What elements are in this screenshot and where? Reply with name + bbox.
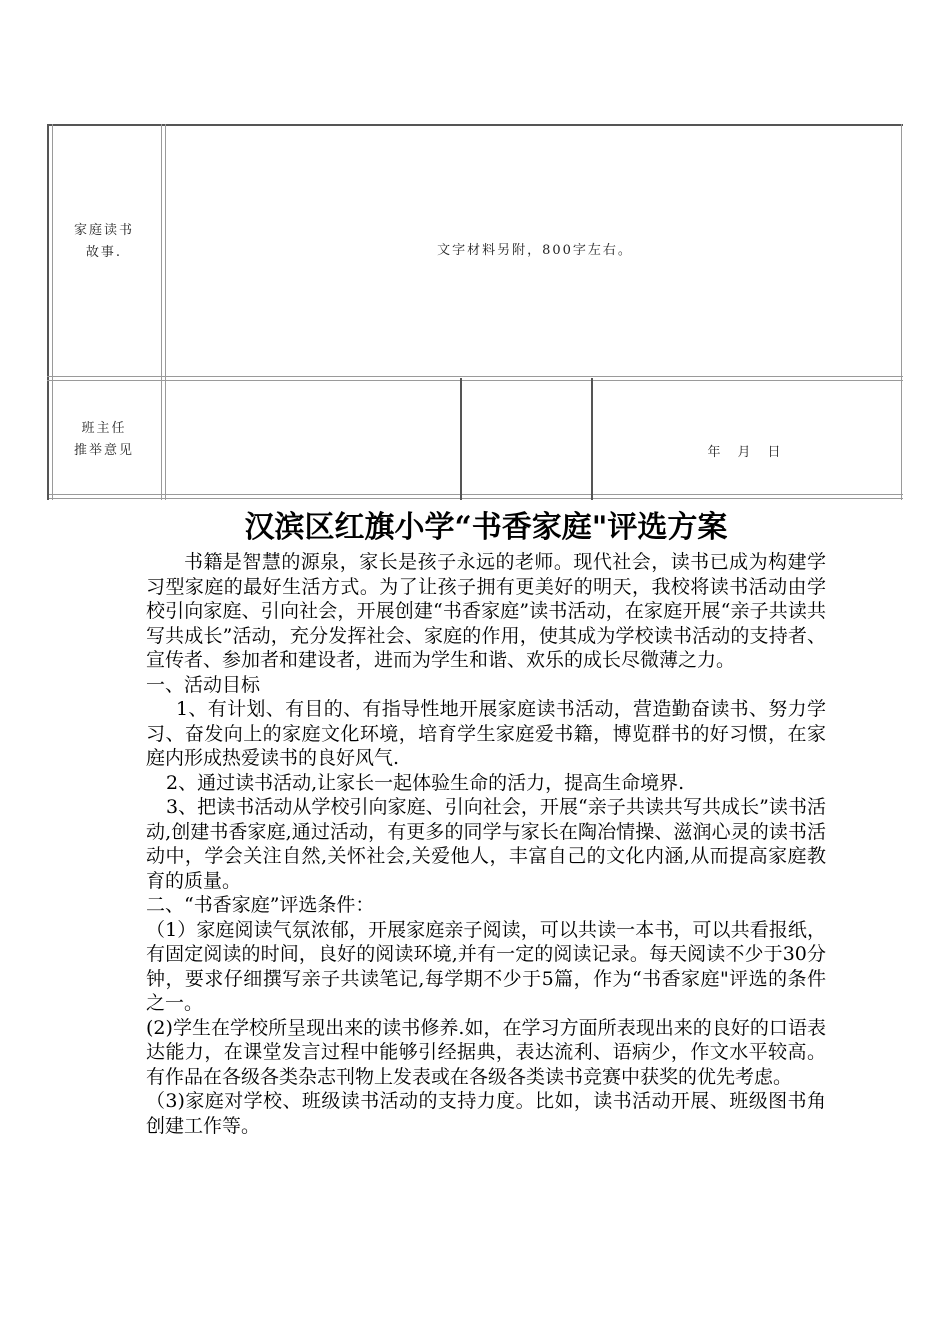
teacher-label-line1: 班主任 <box>81 421 127 436</box>
selection-plan-article <box>146 506 826 1138</box>
table-border-right <box>901 124 902 500</box>
article-title: 汉滨区红旗小学“书香家庭"评选方案 <box>244 510 728 545</box>
goal-item-2: 2、通过读书活动,让家长一起体验生命的活力，提高生命境界. <box>166 771 685 794</box>
date-field: 年 月 日 <box>707 445 783 460</box>
criteria-item-2: (2)学生在学校所呈现出来的读书修养.如，在学习方面所表现出来的良好的口语表达能力，在课堂发言过程中能够引经据典，表达流利、语病少，作文水平较高。有作品在各级各类杂志刊物上发表或在各级各类读书竞赛中获奖的优先考虑。 <box>146 1016 826 1088</box>
row-divider-inner <box>47 380 903 381</box>
teacher-label-line2: 推举意见 <box>73 443 134 458</box>
label-column-divider-inner <box>165 124 166 500</box>
goal-item-1: 1、有计划、有目的、有指导性地开展家庭读书活动，营造勤奋读书、努力学习、奋发向上的家庭文化环境，培育学生家庭爱书籍，博览群书的好习惯，在家庭内形成热爱读书的良好风气. <box>146 698 826 769</box>
criteria-item-3: （3)家庭对学校、班级读书活动的支持力度。比如，读书活动开展、班级图书角创建工作等。 <box>146 1090 826 1137</box>
label-column-divider <box>161 124 162 500</box>
row2-divider-b <box>591 378 593 500</box>
row2-divider-a <box>460 378 462 500</box>
table-border-bottom <box>47 498 903 499</box>
section-heading-goals: 一、活动目标 <box>146 673 261 696</box>
teacher-opinion-label <box>47 418 161 462</box>
section-heading-criteria: 二、“书香家庭”评选条件： <box>146 894 375 916</box>
table-border-top <box>47 124 903 126</box>
row-divider <box>47 376 903 377</box>
intro-paragraph: 书籍是智慧的源泉，家长是孩子永远的老师。现代社会，读书已成为构建学习型家庭的最好生活方式。为了让孩子拥有更美好的明天，我校将读书活动由学校引向家庭、引向社会，开展创建“书香家庭”读书活动，在家庭开展“亲子共读共写共成长”活动，充分发挥社会、家庭的作用，使其成为学校读书活动的支持者、宣传者、参加者和建设者，进而为学生和谐、欢乐的成长尽微薄之力。 <box>146 551 826 671</box>
family-story-label: 家庭读书故事. <box>73 223 134 260</box>
criteria-item-1: （1）家庭阅读气氛浓郁，开展家庭亲子阅读，可以共读一本书，可以共看报纸，有固定阅读的时间，良好的阅读环境,并有一定的阅读记录。每天阅读不少于30分钟，要求仔细撰写亲子共读笔记,每学期不少于5篇，作为“书香家庭"评选的条件之一。 <box>146 918 826 1014</box>
table-border-bottom-inner <box>47 494 903 495</box>
goal-item-3: 3、把读书活动从学校引向家庭、引向社会，开展“亲子共读共写共成长”读书活动,创建书香家庭,通过活动，有更多的同学与家长在陶冶情操、滋润心灵的读书活动中，学会关注自然,关怀社会,关爱他人，丰富自己的文化内涵,从而提高家庭教育的质量。 <box>146 796 826 892</box>
recommendation-form-table <box>47 124 903 500</box>
attachment-note: 文字材料另附，800字左右。 <box>437 243 633 258</box>
